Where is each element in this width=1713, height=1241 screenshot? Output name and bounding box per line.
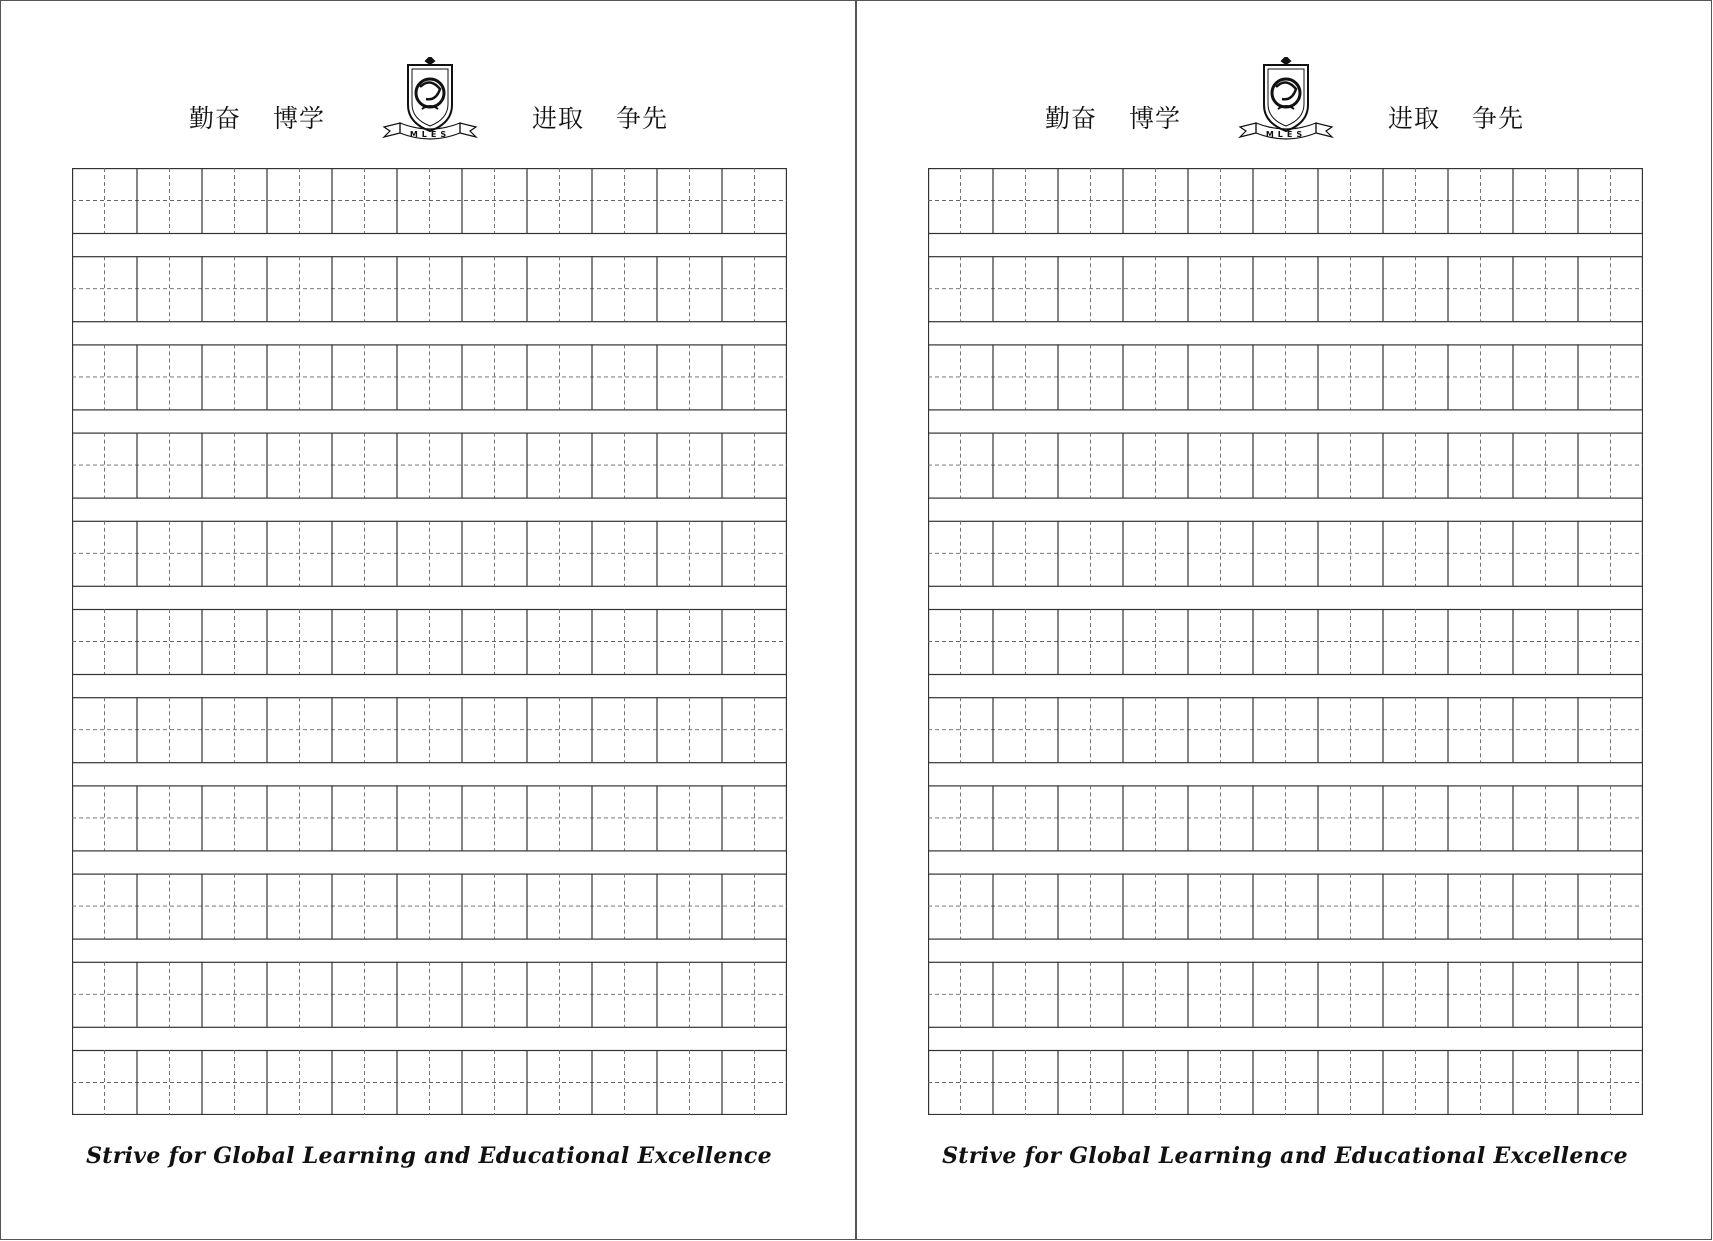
school-crest-logo: [1238, 57, 1334, 141]
motto-left-1: 勤奋: [1045, 104, 1098, 133]
right-page: [856, 0, 1712, 1240]
motto-left-2: 博学: [273, 104, 326, 133]
school-crest-logo: [382, 57, 478, 141]
left-page: [0, 0, 856, 1240]
motto-left-1: 勤奋: [189, 104, 242, 133]
crest-label: MLES: [1265, 130, 1307, 139]
writing-grid: [72, 168, 787, 1115]
writing-grid: [928, 168, 1643, 1115]
tagline: Strive for Global Learning and Educational Excellence: [942, 1143, 1628, 1169]
motto-right-1: 进取: [532, 104, 585, 133]
crest-label: MLES: [409, 130, 451, 139]
motto-right-2: 争先: [1472, 104, 1525, 133]
tagline: Strive for Global Learning and Educational Excellence: [86, 1143, 772, 1169]
motto-left-2: 博学: [1129, 104, 1182, 133]
motto-right-1: 进取: [1388, 104, 1441, 133]
motto-right-2: 争先: [616, 104, 669, 133]
